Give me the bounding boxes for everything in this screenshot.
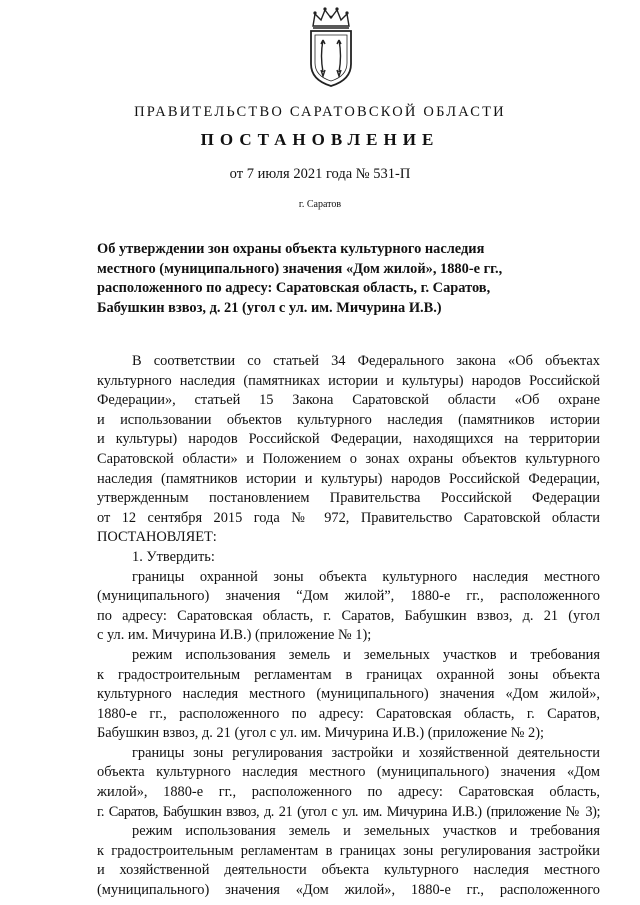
body-line: объекта культурного наследия местного (муниципального) значения «Дом (97, 764, 600, 781)
government-name: ПРАВИТЕЛЬСТВО САРАТОВСКОЙ ОБЛАСТИ (134, 104, 506, 120)
body-line: границы охранной зоны объекта культурного наследия местного (132, 568, 600, 585)
body-line: утвержденным постановлением Правительства Российской Федерации (97, 490, 600, 507)
body-line: 1. Утвердить: (132, 548, 215, 565)
body-line: к градостроительным регламентам в границах зоны регулирования застройки (97, 842, 600, 859)
body-line: культурного наследия местного (муниципального) значения «Дом жилой», (97, 686, 600, 703)
body-line: (муниципального) значения “Дом жилой”, 1880-е гг., расположенного (97, 588, 600, 605)
body-line: В соответствии со статьей 34 Федерального закона «Об объектах (132, 353, 600, 369)
body-line: границы зоны регулирования застройки и хозяйственной деятельности (132, 744, 600, 761)
document-date-number: от 7 июля 2021 года № 531-П (229, 166, 411, 182)
body-line: по адресу: Саратовская область, г. Саратов, Бабушкин взвоз, д. 21 (угол (97, 607, 600, 624)
body-line: (муниципального) значения «Дом жилой», 1880-е гг., расположенного (97, 882, 600, 899)
document-body (97, 352, 600, 901)
body-line: режим использования земель и земельных участков и требования (132, 823, 600, 840)
saratov-coat-of-arms-icon (303, 6, 359, 88)
title-line: расположенного по адресу: Саратовская область, г. Саратов, (97, 280, 491, 296)
document-type: ПОСТАНОВЛЕНИЕ (200, 130, 440, 149)
body-line: Саратовской области» и Положением о зонах охраны объектов культурного (97, 450, 600, 467)
title-line: местного (муниципального) значения «Дом жилой», 1880-е гг., (97, 260, 503, 277)
body-line: г. Саратов, Бабушкин взвоз, д. 21 (угол с ул. им. Мичурина И.В.) (приложение № 3); (97, 803, 600, 820)
body-line: Федерации», статьей 15 Закона Саратовской области «Об охране (97, 392, 600, 409)
body-line: режим использования земель и земельных участков и требования (132, 646, 600, 663)
body-line: ПОСТАНОВЛЯЕТ: (97, 529, 217, 546)
body-line: Бабушкин взвоз, д. 21 (угол с ул. им. Мичурина И.В.) (приложение № 2); (97, 725, 545, 742)
document-city: г. Саратов (298, 199, 342, 210)
body-line: с ул. им. Мичурина И.В.) (приложение № 1); (97, 627, 372, 644)
body-line: и использовании объектов культурного наследия (памятников истории (97, 411, 600, 428)
title-line: Об утверждении зон охраны объекта культурного наследия (97, 241, 485, 257)
body-line: и культуры) народов Российской Федерации, находящихся на территории (97, 431, 600, 448)
body-line: от 12 сентября 2015 года № 972, Правительство Саратовской области (97, 509, 600, 526)
body-line: к градостроительным регламентам в границах охранной зоны объекта (97, 666, 600, 683)
body-line: 1880-е гг., расположенного по адресу: Саратовская область, г. Саратов, (97, 705, 600, 722)
title-line: Бабушкин взвоз, д. 21 (угол с ул. им. Мичурина И.В.) (97, 299, 442, 316)
document-title (97, 240, 537, 318)
body-line: наследия (памятников истории и культуры) народов Российской Федерации, (97, 470, 600, 487)
body-line: культурного наследия (памятниках истории и культуры) народов Российской (97, 372, 600, 389)
body-line: и хозяйственной деятельности объекта культурного наследия местного (97, 862, 600, 879)
body-line: жилой», 1880-е гг., расположенного по адресу: Саратовская область, (97, 784, 600, 801)
